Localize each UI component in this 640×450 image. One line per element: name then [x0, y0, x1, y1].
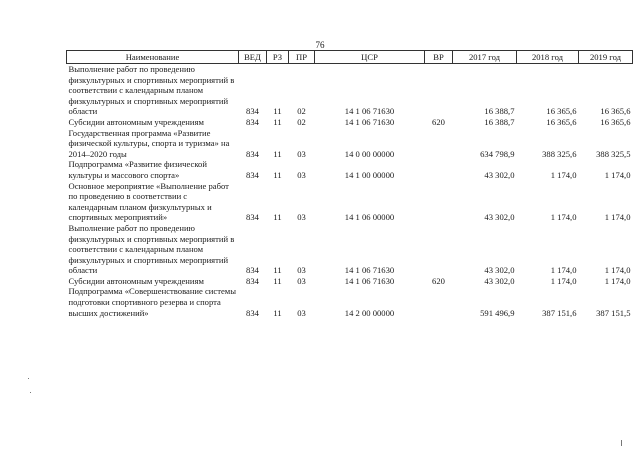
row-pr: 03 [297, 265, 306, 276]
row-rz: 11 [273, 265, 282, 276]
scan-speck [621, 440, 622, 446]
row-name: Государственная программа «Развитие физической культуры, спорта и туризма» на 2014–2020 годы [68, 127, 230, 159]
header-2018: 2018 год [517, 51, 579, 64]
row-2017: 16 388,7 [484, 116, 515, 127]
row-2019: 16 365,6 [600, 106, 631, 117]
row-pr: 03 [297, 148, 306, 159]
row-vr [425, 223, 453, 276]
row-rz: 11 [273, 116, 282, 127]
table-row [67, 117, 633, 128]
row-ved: 834 [246, 265, 259, 276]
row-2018: 1 174,0 [550, 275, 577, 286]
row-pr: 03 [297, 169, 306, 180]
row-csr: 14 2 00 00000 [344, 307, 395, 318]
row-2019: 387 151,5 [596, 307, 631, 318]
table-row [67, 286, 633, 318]
budget-table [66, 50, 633, 318]
row-ved: 834 [246, 169, 259, 180]
row-vr: 620 [432, 275, 445, 286]
row-2019: 16 365,6 [600, 116, 631, 127]
row-2019: 1 174,0 [604, 169, 631, 180]
row-ved: 834 [246, 275, 259, 286]
row-2019: 1 174,0 [604, 265, 631, 276]
row-vr [425, 159, 453, 180]
scan-speck [30, 392, 31, 393]
table-row [67, 64, 633, 117]
row-2018: 16 365,6 [546, 116, 577, 127]
row-2017: 43 302,0 [484, 212, 515, 223]
page-number: 76 [315, 40, 325, 50]
row-ved: 834 [246, 106, 259, 117]
row-vr [425, 128, 453, 160]
table-row [67, 181, 633, 223]
row-2017: 43 302,0 [484, 275, 515, 286]
row-csr: 14 1 06 71630 [344, 116, 395, 127]
row-csr: 14 1 06 71630 [344, 106, 395, 117]
row-rz: 11 [273, 106, 282, 117]
row-name: Выполнение работ по проведению физкультурных и спортивных мероприятий в соответствии с календарным планом физкультурных и спортивных мероприятий области [68, 222, 235, 276]
row-2018: 1 174,0 [550, 169, 577, 180]
row-pr: 02 [297, 106, 306, 117]
header-2019: 2019 год [579, 51, 633, 64]
row-2017: 43 302,0 [484, 265, 515, 276]
row-ved: 834 [246, 116, 259, 127]
row-csr: 14 1 06 71630 [344, 275, 395, 286]
row-name: Подпрограмма «Совершенствование системы подготовки спортивного резерва и спорта высших достижений» [68, 286, 237, 318]
table-row [67, 223, 633, 276]
row-rz: 11 [273, 275, 282, 286]
row-name: Основное мероприятие «Выполнение работ по проведению в соответствии с календарным планом физкультурных и спортивных мероприятий» [68, 180, 229, 223]
table-row [67, 128, 633, 160]
row-vr [425, 286, 453, 318]
row-csr: 14 0 00 00000 [344, 148, 395, 159]
row-name: Подпрограмма «Развитие физической культуры и массового спорта» [68, 159, 207, 180]
row-csr: 14 1 06 71630 [344, 265, 395, 276]
row-vr [425, 64, 453, 117]
header-pr: ПР [289, 51, 315, 64]
table-row [67, 276, 633, 287]
header-name: Наименование [67, 51, 239, 64]
table-row [67, 159, 633, 180]
row-2017: 43 302,0 [484, 169, 515, 180]
row-ved: 834 [246, 148, 259, 159]
row-rz: 11 [273, 307, 282, 318]
row-name: Субсидии автономным учреждениям [68, 275, 204, 286]
row-2019: 1 174,0 [604, 212, 631, 223]
row-rz: 11 [273, 212, 282, 223]
header-rz: РЗ [267, 51, 289, 64]
row-2017: 591 496,9 [480, 307, 515, 318]
row-pr: 02 [297, 116, 306, 127]
row-2018: 388 325,6 [542, 148, 577, 159]
header-2017: 2017 год [453, 51, 517, 64]
table-header-row [67, 51, 633, 64]
row-2018: 1 174,0 [550, 212, 577, 223]
row-2018: 16 365,6 [546, 106, 577, 117]
row-rz: 11 [273, 169, 282, 180]
row-pr: 03 [297, 275, 306, 286]
row-ved: 834 [246, 307, 259, 318]
row-pr: 03 [297, 307, 306, 318]
header-ved: ВЕД [239, 51, 267, 64]
row-2017: 16 388,7 [484, 106, 515, 117]
row-name: Выполнение работ по проведению физкультурных и спортивных мероприятий в соответствии с календарным планом физкультурных и спортивных мероприятий области [68, 64, 235, 117]
row-ved: 834 [246, 212, 259, 223]
row-2018: 387 151,6 [542, 307, 577, 318]
header-vr: ВР [425, 51, 453, 64]
row-vr: 620 [432, 116, 445, 127]
scan-speck [28, 378, 29, 379]
row-2017: 634 798,9 [480, 148, 515, 159]
header-csr: ЦСР [315, 51, 425, 64]
row-rz: 11 [273, 148, 282, 159]
row-2019: 388 325,5 [596, 148, 631, 159]
row-csr: 14 1 06 00000 [344, 212, 395, 223]
row-csr: 14 1 00 00000 [344, 169, 395, 180]
row-2018: 1 174,0 [550, 265, 577, 276]
row-vr [425, 181, 453, 223]
row-2019: 1 174,0 [604, 275, 631, 286]
row-pr: 03 [297, 212, 306, 223]
row-name: Субсидии автономным учреждениям [68, 116, 204, 127]
